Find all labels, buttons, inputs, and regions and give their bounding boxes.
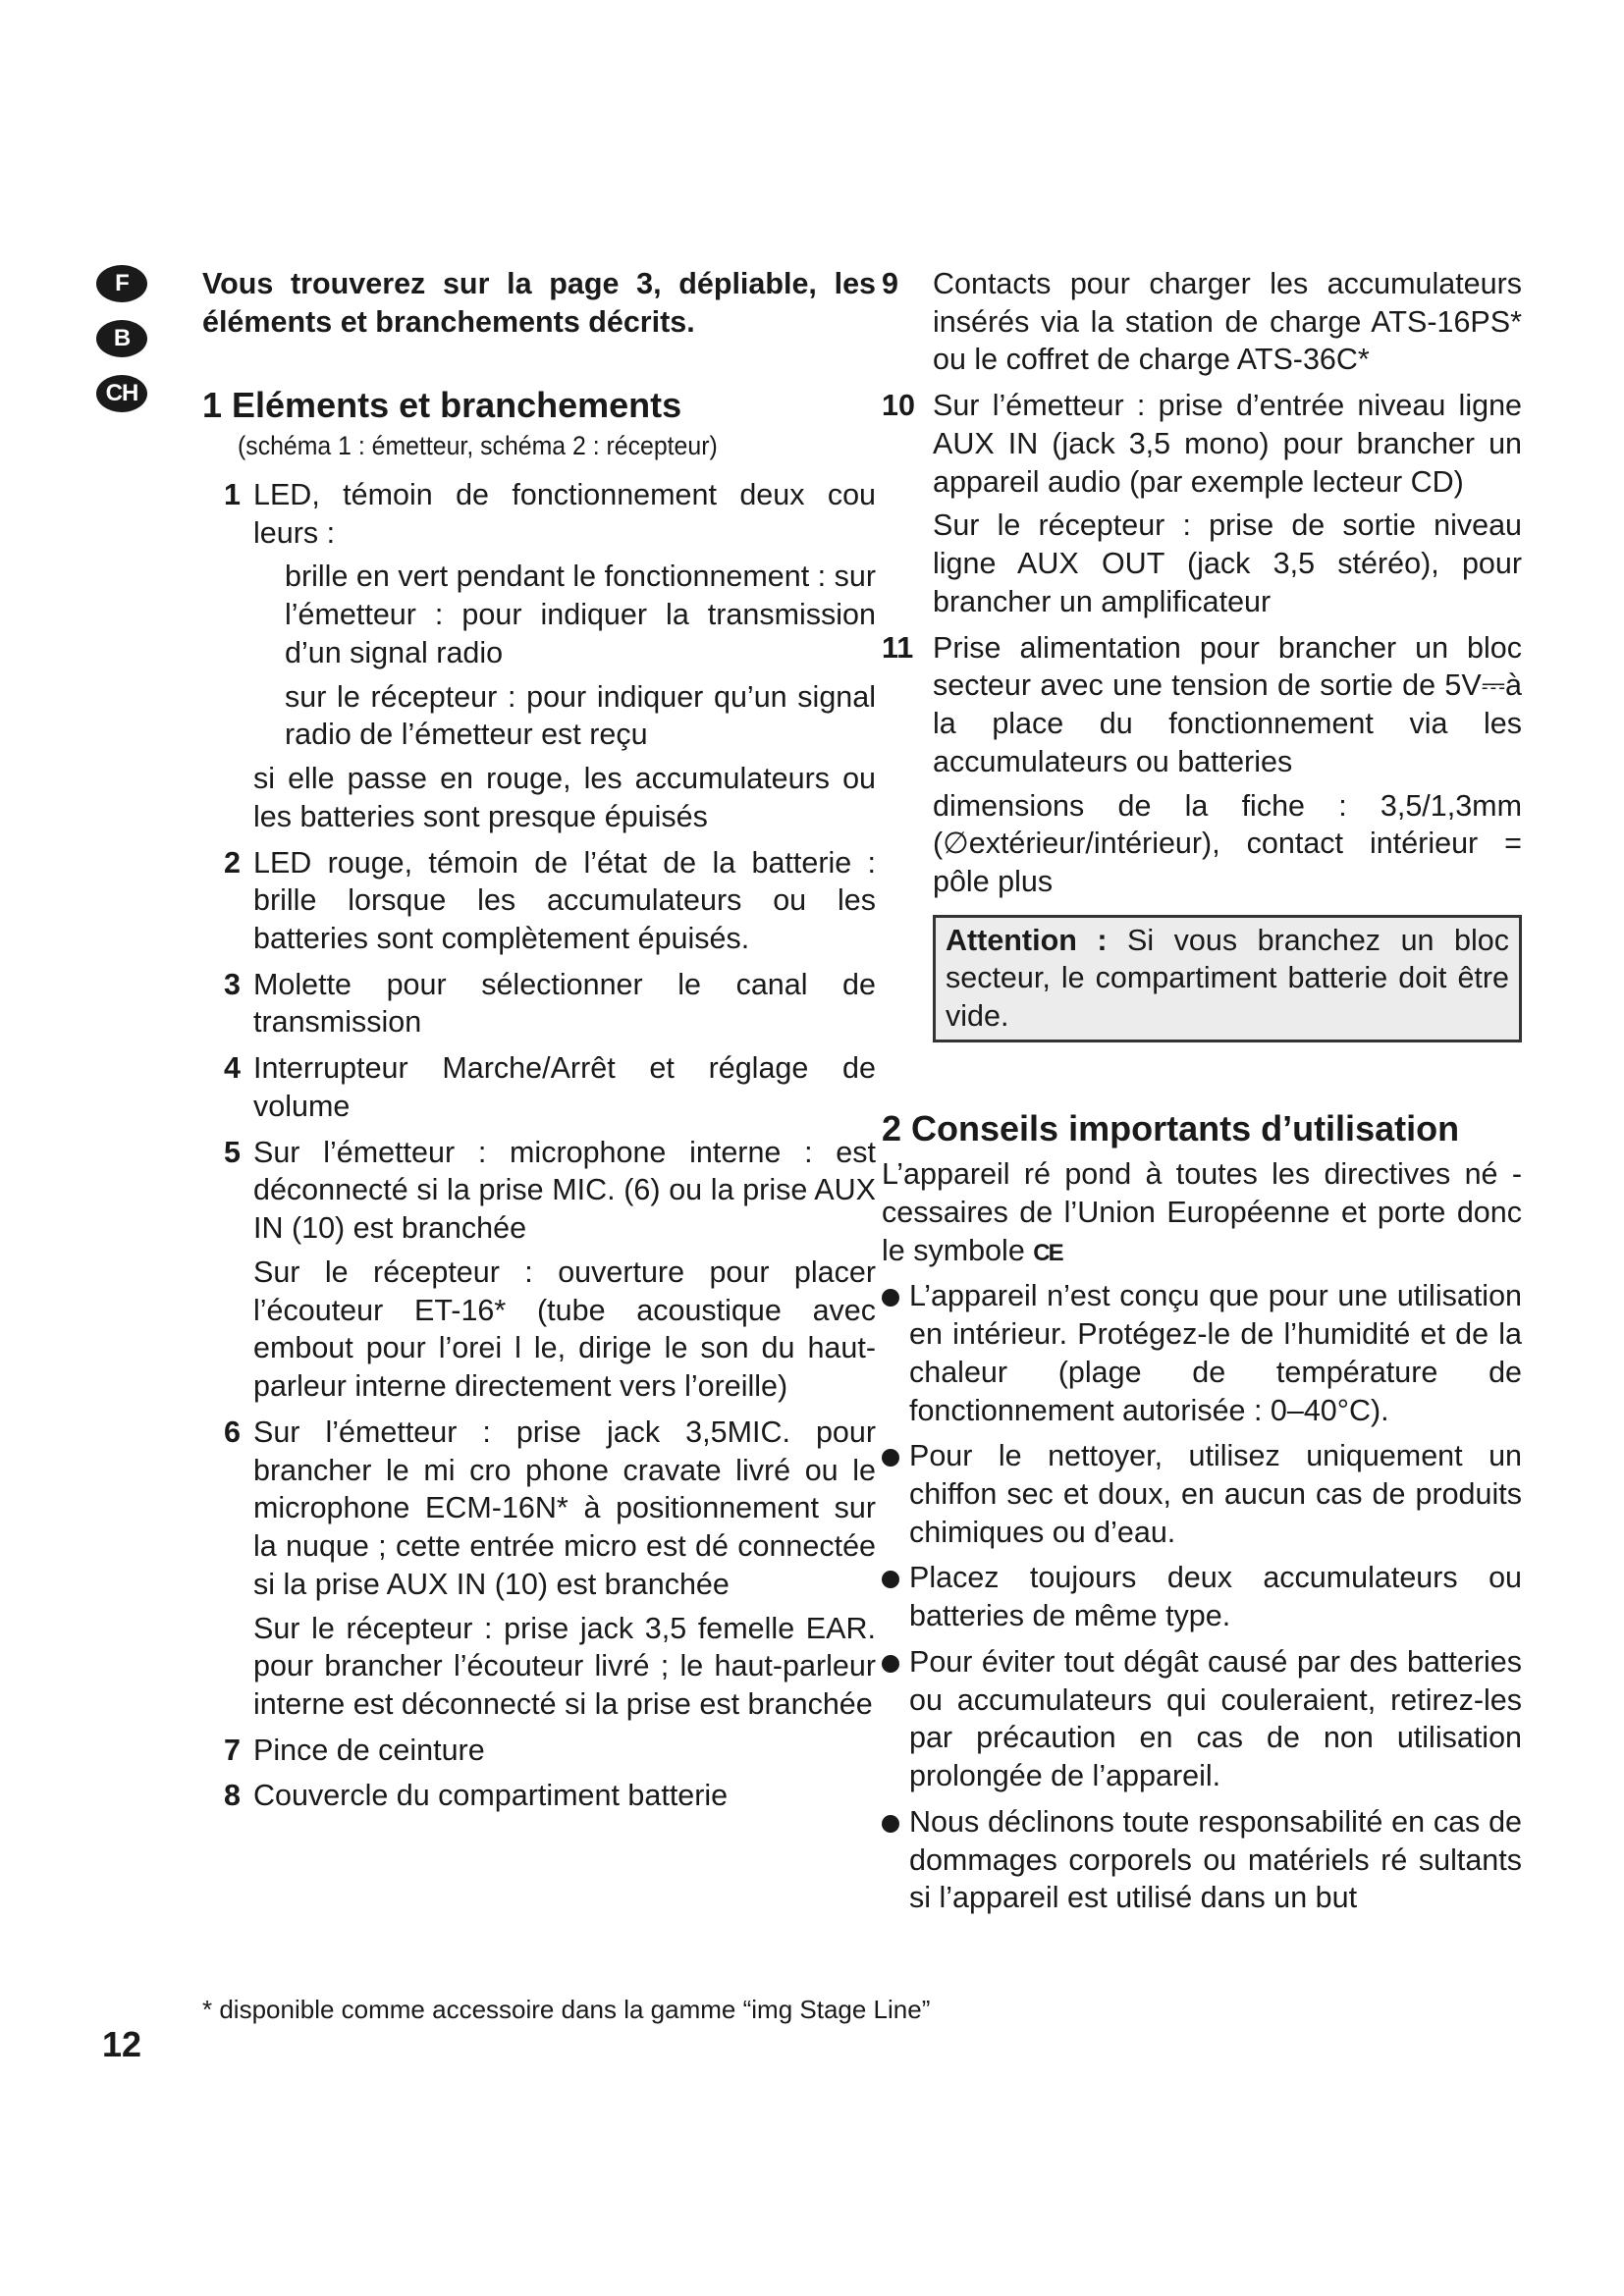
item-text: Sur le récepteur : ouverture pour placer l’écouteur ET-16* (tube acoustique avec embout pour l’orei l le, dirige le son du haut-parleur interne directement vers l’oreille): [253, 1255, 876, 1404]
item-text: dimensions de la fiche : 3,5/1,3mm (∅extérieur/intérieur), contact intérieur = pôle plus: [933, 788, 1522, 899]
item-text: LED rouge, témoin de l’état de la batterie : brille lorsque les accumulateurs ou les batteries sont complètement épuisés.: [253, 845, 876, 956]
numbered-item: [882, 387, 1522, 620]
item-number: 11: [882, 630, 914, 665]
language-badge-ch: CH: [96, 375, 147, 412]
page-number: 12: [102, 2024, 142, 2064]
item-number: 5: [224, 1135, 241, 1169]
item-number: 1: [224, 477, 241, 511]
bullet-text: L’appareil n’est conçu que pour une utilisation en intérieur. Protégez-le de l’humidité et de la chaleur (plage de température de fonctionnement autorisée : 0–40°C).: [909, 1279, 1522, 1427]
bullet-dot-icon: [882, 1449, 899, 1467]
section-1-item-list: [202, 476, 876, 1815]
item-text: si elle passe en rouge, les accumulateurs ou les batteries sont presque épuisés: [253, 762, 876, 833]
bullet-text: Nous déclinons toute responsabilité en cas de dommages corporels ou matériels ré sultants si l’appareil est utilisé dans un but: [909, 1804, 1522, 1915]
numbered-item: [202, 844, 876, 958]
item-number: 3: [224, 967, 241, 1001]
numbered-item: [882, 265, 1522, 379]
left-column: [202, 265, 876, 1823]
section-2-lead: [882, 1155, 1522, 1269]
item-text: Sur le récepteur : prise de sortie niveau ligne AUX OUT (jack 3,5 stéréo), pour brancher un amplificateur: [933, 508, 1522, 618]
ce-mark-icon: CE: [1033, 1239, 1062, 1266]
bullet-item: [882, 1559, 1522, 1634]
section-2-title: 2 Conseils importants d’utilisation: [882, 1107, 1460, 1148]
attention-text: Si vous branchez un bloc secteur, le compartiment batterie doit être vide.: [946, 923, 1509, 1034]
item-number: 7: [224, 1733, 241, 1767]
numbered-item: [882, 629, 1522, 901]
item-text: Prise alimentation pour brancher un bloc secteur avec une tension de sortie de 5V⎓à la place du fonctionnement via les accumulateurs ou batteries: [933, 630, 1522, 778]
intro-text: Vous trouverez sur la page 3, dépliable, les éléments et branchements décrits.: [202, 267, 876, 339]
numbered-item: [202, 1134, 876, 1406]
language-badge-b: B: [96, 320, 147, 357]
item-text: brille en vert pendant le fonctionnement : sur l’émetteur : pour indiquer la transmission d’un signal radio: [285, 560, 876, 669]
numbered-item: [202, 1732, 876, 1770]
section-1-subtitle: (schéma 1 : émetteur, schéma 2 : récepteur): [238, 430, 718, 460]
item-number: 9: [882, 267, 898, 300]
right-column: [882, 265, 1522, 1925]
bullet-item: [882, 1803, 1522, 1917]
item-text: LED, témoin de fonctionnement deux cou leurs :: [253, 477, 876, 550]
item-text: Sur l’émetteur : prise jack 3,5MIC. pour brancher le mi cro phone cravate livré ou le microphone ECM-16N* à positionnement sur la nuque ; cette entrée micro est dé connectée si la prise AUX IN (10) est branchée: [253, 1415, 876, 1601]
section-2-lead-text: L’appareil ré pond à toutes les directives né cessaires de l’Union Européenne et porte donc le symbole: [882, 1157, 1522, 1267]
section-2-bullet-list: [882, 1277, 1522, 1917]
item-number: 4: [224, 1051, 241, 1086]
attention-box: [933, 915, 1522, 1042]
item-text: Sur l’émetteur : prise d’entrée niveau ligne AUX IN (jack 3,5 mono) pour brancher un appareil audio (par exemple lecteur CD): [933, 389, 1522, 499]
bullet-text: Placez toujours deux accumulateurs ou batteries de même type.: [909, 1561, 1522, 1633]
item-number: 8: [224, 1779, 241, 1813]
numbered-item: [202, 476, 876, 836]
item-text: Sur l’émetteur : microphone interne : est déconnecté si la prise MIC. (6) ou la prise AUX IN (10) est branchée: [253, 1135, 876, 1246]
item-text: Couvercle du compartiment batterie: [253, 1779, 729, 1813]
bullet-item: [882, 1277, 1522, 1429]
item-text: Molette pour sélectionner le canal de transmission: [253, 967, 876, 1040]
numbered-item: [202, 1049, 876, 1125]
item-number: 10: [882, 389, 915, 423]
numbered-item: [202, 1777, 876, 1815]
language-badges: [96, 265, 149, 430]
section-1-title: 1 Eléments et branchements: [202, 385, 682, 426]
item-text: Pince de ceinture: [253, 1733, 485, 1767]
item-number: 6: [224, 1415, 241, 1449]
bullet-text: Pour le nettoyer, utilisez uniquement un chiffon sec et doux, en aucun cas de produits chimiques ou d’eau.: [909, 1439, 1522, 1549]
bullet-dot-icon: [882, 1571, 899, 1588]
item-text: sur le récepteur : pour indiquer qu’un signal radio de l’émetteur est reçu: [285, 679, 876, 752]
item-text: Contacts pour charger les accumulateurs insérés via la station de charge ATS-16PS* ou le coffret de charge ATS-36C*: [933, 267, 1522, 377]
bullet-item: [882, 1437, 1522, 1551]
item-text: Sur le récepteur : prise jack 3,5 femelle EAR. pour brancher l’écouteur livré ; le haut-parleur interne est déconnecté si la prise est branchée: [253, 1611, 876, 1721]
attention-label: Attention :: [946, 923, 1108, 957]
numbered-item: [202, 1414, 876, 1724]
bullet-dot-icon: [882, 1815, 899, 1833]
language-badge-f: F: [96, 265, 147, 302]
bullet-dot-icon: [882, 1289, 899, 1307]
bullet-text: Pour éviter tout dégât causé par des batteries ou accumulateurs qui couleraient, retirez-les par précaution en cas de non utilisation prolongée de l’appareil.: [909, 1644, 1522, 1793]
bullet-item: [882, 1643, 1522, 1795]
item-number: 2: [224, 845, 241, 880]
section-1-item-list-continued: [882, 265, 1522, 901]
bullet-dot-icon: [882, 1655, 899, 1673]
item-text: Interrupteur Marche/Arrêt et réglage de volume: [253, 1051, 876, 1123]
footnote: * disponible comme accessoire dans la gamme “img Stage Line”: [202, 1995, 931, 2024]
numbered-item: [202, 966, 876, 1041]
